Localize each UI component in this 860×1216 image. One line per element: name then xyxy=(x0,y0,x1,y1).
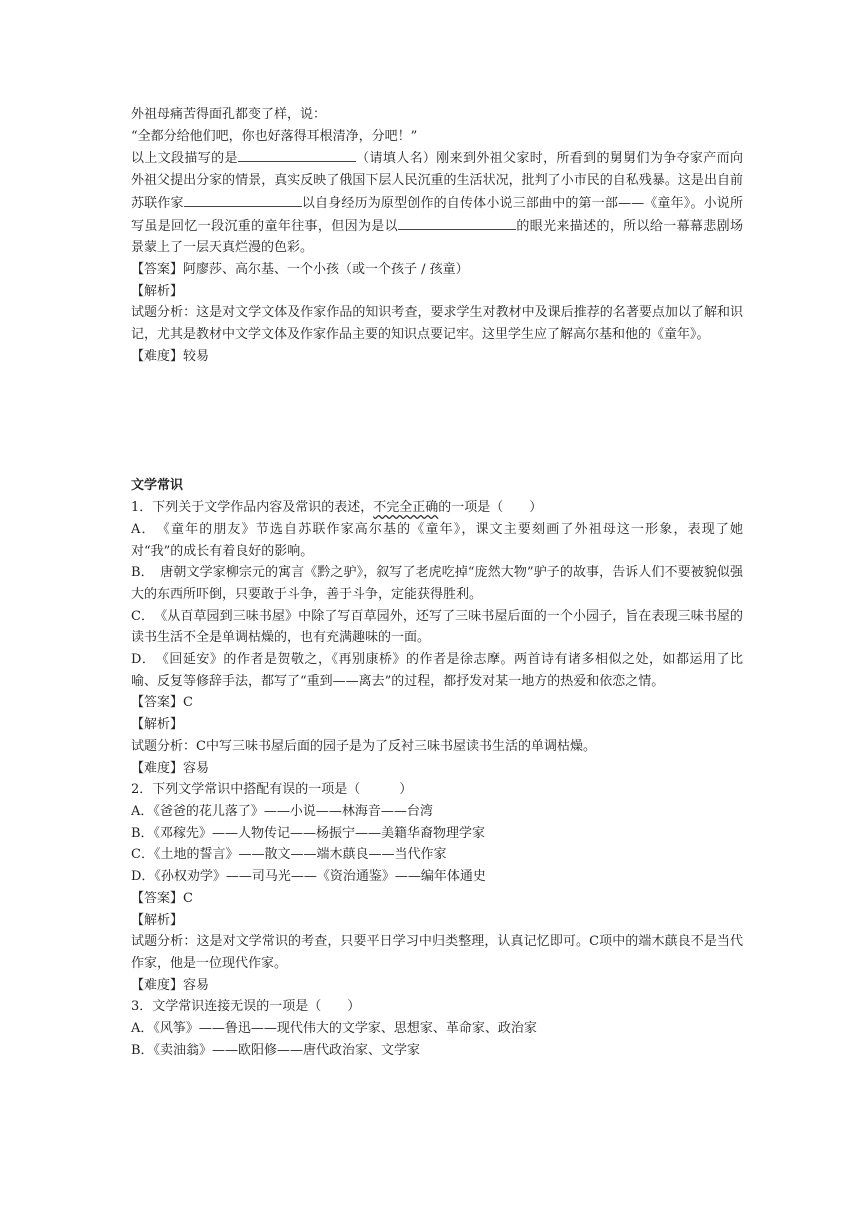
question-text-part: 1．下列关于文学作品内容及常识的表述， xyxy=(131,500,374,516)
analysis-label: 【解析】 xyxy=(131,283,184,299)
question-1-option-c: C． 《从百草园到三味书屋》中除了写百草园外，还写了三味书屋后面的一个小园子，旨在表现三味书屋的读书生活不全是单调枯燥的，也有充满趣味的一面。 xyxy=(131,608,743,646)
question-1-analysis: 试题分析：C中写三味书屋后面的园子是为了反衬三味书屋读书生活的单调枯燥。 xyxy=(131,738,596,754)
question-1-option-b: B． 唐朝文学家柳宗元的寓言《黔之驴》，叙写了老虎吃掉“庞然大物”驴子的故事，告诉人们不要被貌似强大的东西所吓倒，只要敢于斗争，善于斗争，定能获得胜利。 xyxy=(131,565,743,602)
section-gap xyxy=(131,367,743,475)
question-2-answer: 【答案】C xyxy=(131,890,193,906)
question-text-part: 的眼光来描述的，所以给一幕幕悲剧场景蒙上了一层天真烂漫的色彩。 xyxy=(131,218,743,256)
question-2-analysis: 试题分析：这是对文学常识的考查，只要平日学习中归类整理，认真记忆即可。C项中的端木蕻良不是当代作家，他是一位现代作家。 xyxy=(131,934,743,971)
fill-in-question xyxy=(131,147,743,259)
answer-line: 【答案】阿廖莎、高尔基、一个小孩（或一个孩子 / 孩童） xyxy=(131,261,469,277)
answer-blank-3[interactable] xyxy=(398,215,516,230)
question-2-analysis-label: 【解析】 xyxy=(131,912,184,928)
question-1-option-d: D． 《回延安》的作者是贺敬之，《再别康桥》的作者是徐志摩。两首诗有诸多相似之处，如都运用了比喻、反复等修辞手法，都写了“重到——离去”的过程，都抒发对某一地方的热爱和依恋之情。 xyxy=(131,652,743,689)
question-1-answer: 【答案】C xyxy=(131,695,193,711)
question-1-analysis-label: 【解析】 xyxy=(131,717,184,733)
emphasis-mark: 不完全正确 xyxy=(373,500,439,516)
question-2-option-a: A．《爸爸的花儿落了》——小说——林海音——台湾 xyxy=(131,803,433,819)
question-1-difficulty: 【难度】容易 xyxy=(131,760,210,776)
answer-blank-1[interactable] xyxy=(238,147,356,162)
passage-line-1: 外祖母痛苦得面孔都变了样，说： xyxy=(131,107,327,122)
question-2-stem: 2．下列文学常识中搭配有误的一项是（ ） xyxy=(131,782,413,798)
section-heading: 文学常识 xyxy=(131,478,184,494)
passage-line-2: “全都分给他们吧，你也好落得耳根清净，分吧！” xyxy=(131,128,418,144)
question-text-part: （请填人名）刚来到外祖父家时，所看到的舅舅们为争夺家产而向外祖父提出分家的情景，真实反映了俄国下层人民沉重的生活状况，批判了小市民的自私残暴。这是出自前苏联作家 xyxy=(131,151,743,211)
question-text-part: 的一项是（ ） xyxy=(438,500,543,516)
difficulty-line: 【难度】较易 xyxy=(131,348,210,364)
question-1-stem xyxy=(131,497,743,519)
question-1-option-a: A． 《童年的朋友》节选自苏联作家高尔基的《童年》，课文主要刻画了外祖母这一形象，表现了她对“我”的成长有着良好的影响。 xyxy=(131,521,743,559)
question-2-option-b: B．《邓稼先》——人物传记——杨振宁——美籍华裔物理学家 xyxy=(131,825,486,841)
question-2-option-c: C．《土地的誓言》——散文——端木蕻良——当代作家 xyxy=(131,847,447,863)
question-text-part: 以自身经历为原型创作的自传体小说三部曲中的第一部——《童年》。小说所写虽是回忆一段沉重的童年往事，但因为是以 xyxy=(131,195,743,234)
question-3-stem: 3．文学常识连接无误的一项是（ ） xyxy=(131,999,361,1015)
question-2-difficulty: 【难度】容易 xyxy=(131,977,210,993)
question-2-option-d: D．《孙权劝学》——司马光——《资治通鉴》——编年体通史 xyxy=(131,869,486,885)
question-3-option-a: A．《风筝》——鲁迅——现代伟大的文学家、思想家、革命家、政治家 xyxy=(131,1021,537,1037)
document-page xyxy=(131,104,743,1061)
question-text-part: 以上文段描写的是 xyxy=(131,151,238,167)
analysis-text: 试题分析：这是对文学文体及作家作品的知识考查，要求学生对教材中及课后推荐的名著要点加以了解和识记，尤其是教材中文学文体及作家作品主要的知识点要记牢。这里学生应了解高尔基和他的《童年》。 xyxy=(131,305,743,343)
question-3-option-b: B．《卖油翁》——欧阳修——唐代政治家、文学家 xyxy=(131,1042,421,1058)
answer-blank-2[interactable] xyxy=(184,192,302,207)
